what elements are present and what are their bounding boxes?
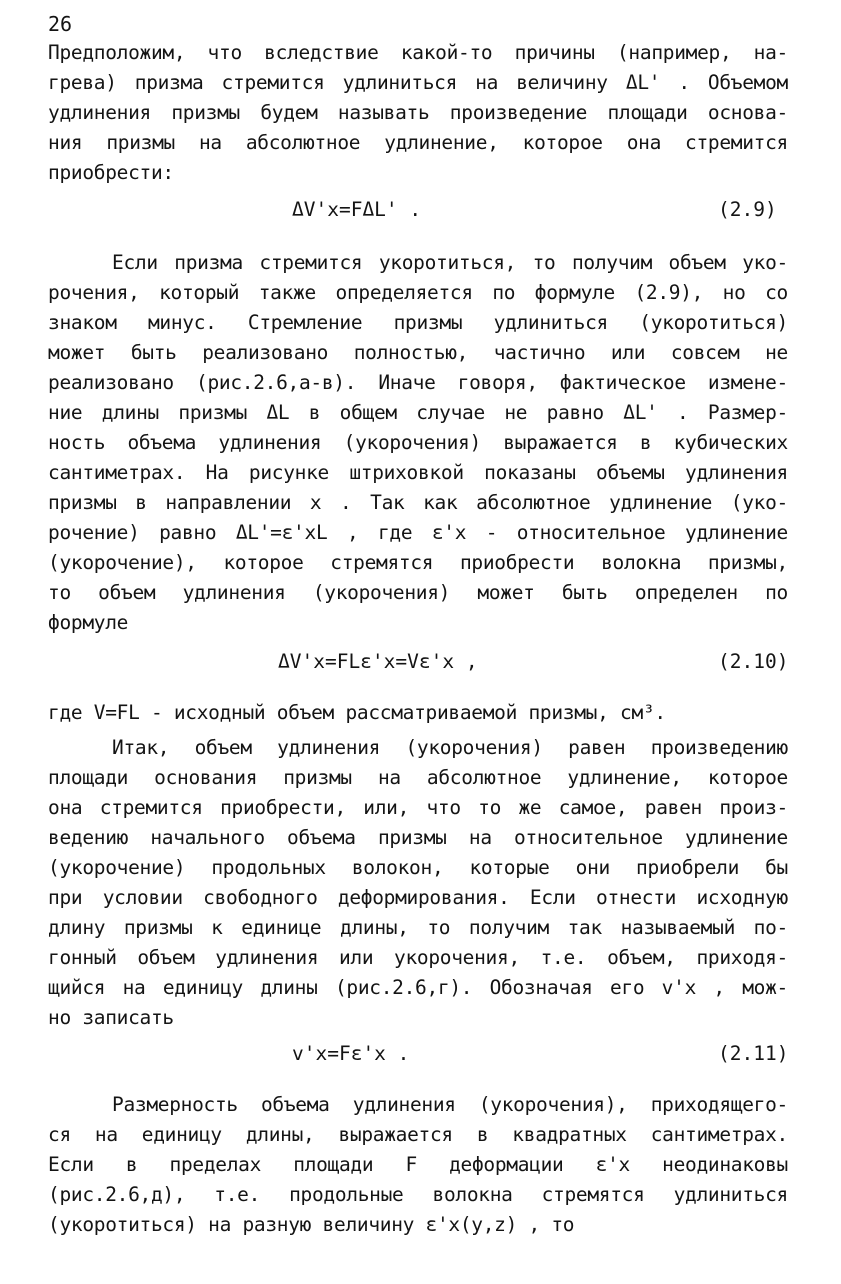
text-line: формуле (48, 611, 129, 634)
text-line: Предположим, что вследствие какой-то причины (например, на- (48, 41, 788, 64)
text-line: (укорочение), которое стремятся приобрести волокна призмы, (48, 551, 788, 574)
text-line: Размерность объема удлинения (укорочения), приходящего- (112, 1093, 788, 1116)
text-line: (укоротиться) на разную величину ε'x(y,z) , то (48, 1213, 575, 1236)
equation-2-11: v'x=Fε'x . (292, 1042, 410, 1065)
equation-2-9: ΔV'x=FΔL' . (292, 198, 422, 221)
equation-number: (2.10) (718, 650, 789, 673)
text-line: (рис.2.6,д), т.е. продольные волокна стремятся удлиниться (48, 1183, 788, 1206)
text-line: ние длины призмы ΔL в общем случае не равно ΔL' . Размер- (48, 401, 788, 424)
text-line: где V=FL - исходный объем рассматриваемой призмы, см³. (48, 701, 666, 724)
text-line: но записать (48, 1006, 174, 1029)
text-line: рочение) равно ΔL'=ε'xL , где ε'x - относительное удлинение (48, 521, 788, 544)
page-number: 26 (48, 12, 73, 36)
text-line: гонный объем удлинения или укорочения, т.е. объем, приходя- (48, 946, 788, 969)
text-line: она стремится приобрести, или, что то же самое, равен произ- (48, 796, 788, 819)
text-line: ность объема удлинения (укорочения) выражается в кубических (48, 431, 788, 454)
equation-number: (2.9) (718, 198, 777, 221)
text-line: щийся на единицу длины (рис.2.6,г). Обозначая его v'x , мож- (48, 976, 788, 999)
text-line: может быть реализовано полностью, частично или совсем не (48, 341, 788, 364)
text-line: ся на единицу длины, выражается в квадратных сантиметрах. (48, 1123, 788, 1146)
text-line: (укорочение) продольных волокон, которые они приобрели бы (48, 856, 788, 879)
text-line: сантиметрах. На рисунке штриховкой показаны объемы удлинения (48, 461, 788, 484)
text-line: удлинения призмы будем называть произведение площади основа- (48, 101, 788, 124)
text-line: грева) призма стремится удлиниться на величину ΔL' . Объемом (48, 71, 788, 94)
text-line: реализовано (рис.2.6,а-в). Иначе говоря, фактическое измене- (48, 371, 788, 394)
text-line: призмы в направлении x . Так как абсолютное удлинение (уко- (48, 491, 788, 514)
equation-2-10: ΔV'x=FLε'x=Vε'x , (278, 650, 478, 673)
equation-number: (2.11) (718, 1042, 789, 1065)
text-line: ния призмы на абсолютное удлинение, которое она стремится (48, 131, 788, 154)
text-line: длину призмы к единице длины, то получим так называемый по- (48, 916, 788, 939)
text-line: ведению начального объема призмы на относительное удлинение (48, 826, 788, 849)
text-line: при условии свободного деформирования. Если отнести исходную (48, 886, 788, 909)
text-line: Итак, объем удлинения (укорочения) равен произведению (112, 736, 788, 759)
text-line: Если призма стремится укоротиться, то получим объем уко- (112, 251, 788, 274)
text-line: Если в пределах площади F деформации ε'x неодинаковы (48, 1153, 788, 1176)
text-line: площади основания призмы на абсолютное удлинение, которое (48, 766, 788, 789)
text-line: то объем удлинения (укорочения) может быть определен по (48, 581, 788, 604)
text-line: рочения, который также определяется по формуле (2.9), но со (48, 281, 788, 304)
text-line: приобрести: (48, 161, 174, 184)
text-line: знаком минус. Стремление призмы удлиниться (укоротиться) (48, 311, 788, 334)
